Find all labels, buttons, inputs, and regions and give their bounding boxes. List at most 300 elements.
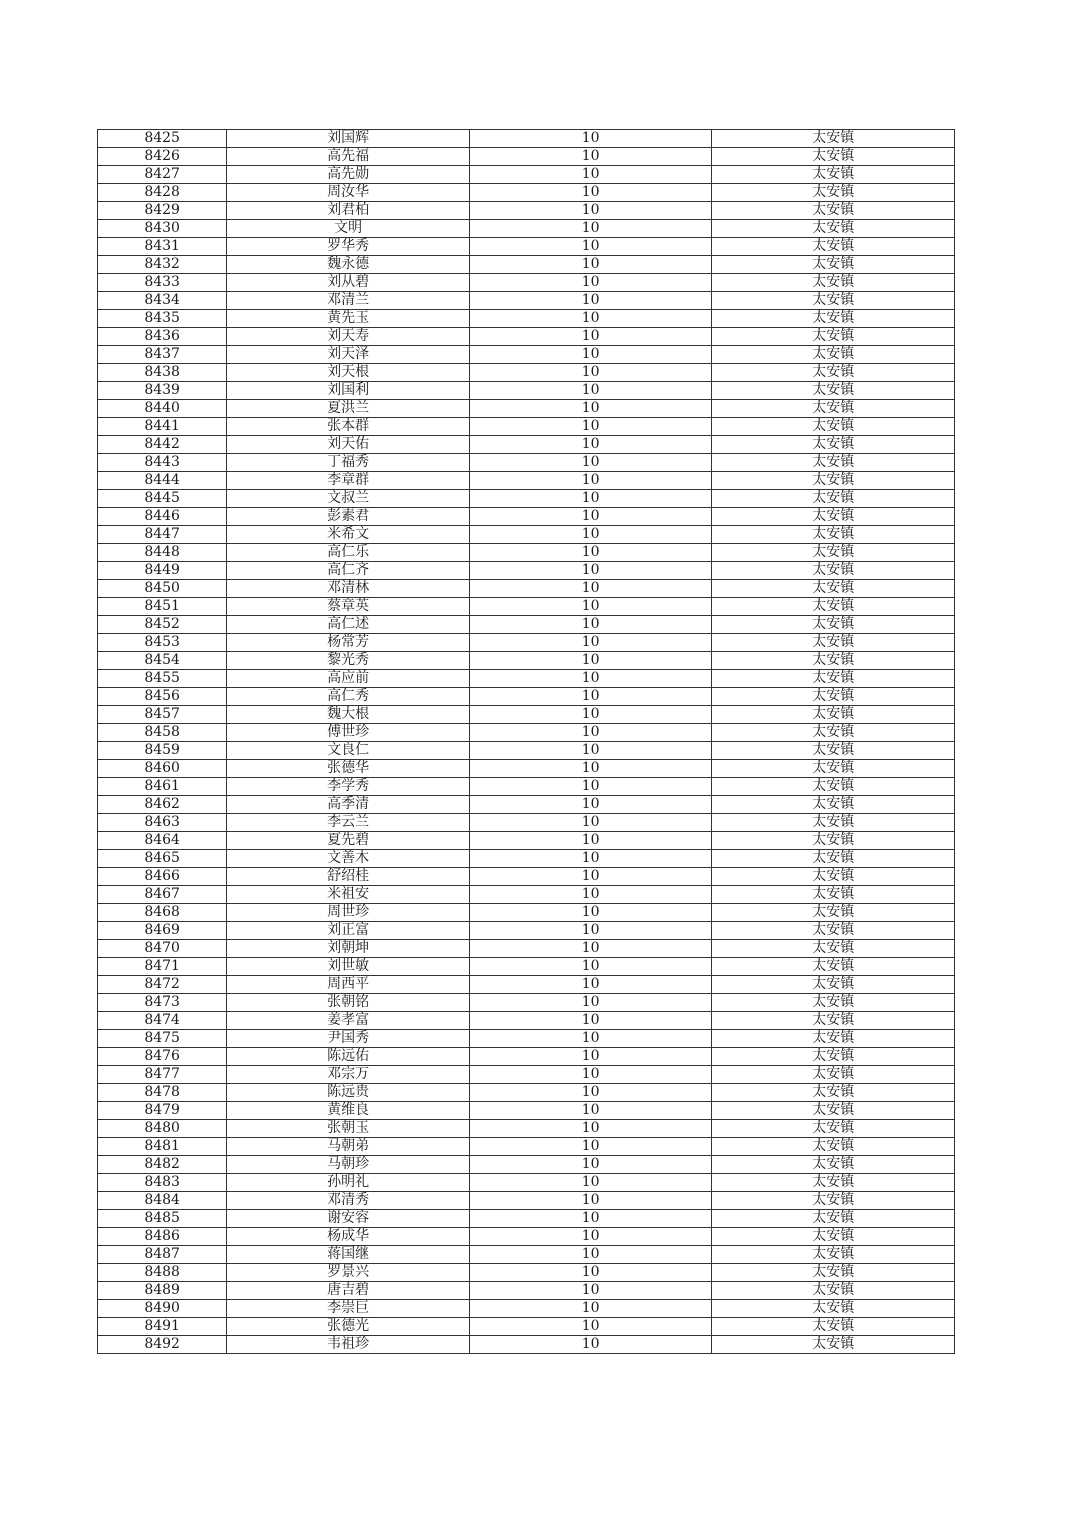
row-town-cell: 太安镇 — [712, 1318, 955, 1336]
table-row — [98, 1318, 955, 1336]
table-row — [98, 706, 955, 724]
row-name-cell: 杨成华 — [227, 1228, 470, 1246]
row-id-cell: 8464 — [98, 832, 227, 850]
table-row — [98, 832, 955, 850]
row-id-cell: 8479 — [98, 1102, 227, 1120]
row-name-cell: 张朝铭 — [227, 994, 470, 1012]
row-id-cell: 8472 — [98, 976, 227, 994]
row-town-cell: 太安镇 — [712, 1282, 955, 1300]
row-id-cell: 8439 — [98, 382, 227, 400]
row-town-cell: 太安镇 — [712, 670, 955, 688]
table-row — [98, 814, 955, 832]
row-name-cell: 刘君柏 — [227, 202, 470, 220]
row-name-cell: 黎光秀 — [227, 652, 470, 670]
row-name-cell: 李章群 — [227, 472, 470, 490]
table-row — [98, 958, 955, 976]
row-name-cell: 杨常芳 — [227, 634, 470, 652]
row-amount-cell: 10 — [469, 1120, 712, 1138]
table-row — [98, 454, 955, 472]
row-amount-cell: 10 — [469, 832, 712, 850]
row-name-cell: 高先勋 — [227, 166, 470, 184]
row-name-cell: 周西平 — [227, 976, 470, 994]
row-amount-cell: 10 — [469, 940, 712, 958]
row-id-cell: 8426 — [98, 148, 227, 166]
row-id-cell: 8435 — [98, 310, 227, 328]
row-town-cell: 太安镇 — [712, 688, 955, 706]
table-row — [98, 742, 955, 760]
row-id-cell: 8456 — [98, 688, 227, 706]
row-name-cell: 高季清 — [227, 796, 470, 814]
row-amount-cell: 10 — [469, 1102, 712, 1120]
row-name-cell: 刘朝坤 — [227, 940, 470, 958]
row-id-cell: 8473 — [98, 994, 227, 1012]
row-amount-cell: 10 — [469, 1012, 712, 1030]
row-town-cell: 太安镇 — [712, 760, 955, 778]
row-id-cell: 8466 — [98, 868, 227, 886]
row-id-cell: 8462 — [98, 796, 227, 814]
table-row — [98, 346, 955, 364]
row-town-cell: 太安镇 — [712, 1300, 955, 1318]
row-amount-cell: 10 — [469, 724, 712, 742]
row-amount-cell: 10 — [469, 292, 712, 310]
row-amount-cell: 10 — [469, 580, 712, 598]
table-row — [98, 418, 955, 436]
row-id-cell: 8490 — [98, 1300, 227, 1318]
row-town-cell: 太安镇 — [712, 868, 955, 886]
row-amount-cell: 10 — [469, 904, 712, 922]
table-row — [98, 238, 955, 256]
table-row — [98, 616, 955, 634]
row-town-cell: 太安镇 — [712, 292, 955, 310]
row-amount-cell: 10 — [469, 130, 712, 148]
row-town-cell: 太安镇 — [712, 436, 955, 454]
row-town-cell: 太安镇 — [712, 796, 955, 814]
table-row — [98, 364, 955, 382]
row-town-cell: 太安镇 — [712, 1066, 955, 1084]
row-id-cell: 8476 — [98, 1048, 227, 1066]
row-id-cell: 8455 — [98, 670, 227, 688]
row-name-cell: 陈远佑 — [227, 1048, 470, 1066]
row-name-cell: 尹国秀 — [227, 1030, 470, 1048]
table-row — [98, 1048, 955, 1066]
subsidy-roster-table — [97, 129, 955, 1354]
row-amount-cell: 10 — [469, 688, 712, 706]
row-name-cell: 罗景兴 — [227, 1264, 470, 1282]
row-id-cell: 8441 — [98, 418, 227, 436]
row-name-cell: 刘国利 — [227, 382, 470, 400]
row-town-cell: 太安镇 — [712, 580, 955, 598]
row-id-cell: 8436 — [98, 328, 227, 346]
table-row — [98, 1282, 955, 1300]
table-row — [98, 310, 955, 328]
row-town-cell: 太安镇 — [712, 1048, 955, 1066]
table-row — [98, 1066, 955, 1084]
row-name-cell: 黄先玉 — [227, 310, 470, 328]
table-row — [98, 1336, 955, 1354]
row-name-cell: 丁福秀 — [227, 454, 470, 472]
row-amount-cell: 10 — [469, 544, 712, 562]
row-name-cell: 马朝珍 — [227, 1156, 470, 1174]
row-name-cell: 米祖安 — [227, 886, 470, 904]
row-id-cell: 8448 — [98, 544, 227, 562]
row-name-cell: 刘天根 — [227, 364, 470, 382]
row-town-cell: 太安镇 — [712, 1012, 955, 1030]
row-town-cell: 太安镇 — [712, 724, 955, 742]
row-id-cell: 8471 — [98, 958, 227, 976]
table-row — [98, 1174, 955, 1192]
row-town-cell: 太安镇 — [712, 778, 955, 796]
row-amount-cell: 10 — [469, 346, 712, 364]
row-id-cell: 8427 — [98, 166, 227, 184]
row-amount-cell: 10 — [469, 400, 712, 418]
row-amount-cell: 10 — [469, 166, 712, 184]
row-town-cell: 太安镇 — [712, 1174, 955, 1192]
row-name-cell: 马朝弟 — [227, 1138, 470, 1156]
row-town-cell: 太安镇 — [712, 544, 955, 562]
row-town-cell: 太安镇 — [712, 652, 955, 670]
row-id-cell: 8428 — [98, 184, 227, 202]
row-id-cell: 8465 — [98, 850, 227, 868]
row-town-cell: 太安镇 — [712, 1156, 955, 1174]
row-id-cell: 8488 — [98, 1264, 227, 1282]
row-town-cell: 太安镇 — [712, 1138, 955, 1156]
row-amount-cell: 10 — [469, 202, 712, 220]
table-row — [98, 256, 955, 274]
row-id-cell: 8489 — [98, 1282, 227, 1300]
row-amount-cell: 10 — [469, 1192, 712, 1210]
row-name-cell: 高仁齐 — [227, 562, 470, 580]
row-id-cell: 8447 — [98, 526, 227, 544]
row-amount-cell: 10 — [469, 1282, 712, 1300]
row-amount-cell: 10 — [469, 328, 712, 346]
row-id-cell: 8430 — [98, 220, 227, 238]
row-name-cell: 高应前 — [227, 670, 470, 688]
row-name-cell: 刘天泽 — [227, 346, 470, 364]
row-name-cell: 李崇巨 — [227, 1300, 470, 1318]
table-row — [98, 580, 955, 598]
row-amount-cell: 10 — [469, 472, 712, 490]
row-id-cell: 8480 — [98, 1120, 227, 1138]
row-town-cell: 太安镇 — [712, 1120, 955, 1138]
row-town-cell: 太安镇 — [712, 382, 955, 400]
table-row — [98, 436, 955, 454]
table-row — [98, 1030, 955, 1048]
row-town-cell: 太安镇 — [712, 1030, 955, 1048]
row-name-cell: 邓清秀 — [227, 1192, 470, 1210]
row-name-cell: 刘正富 — [227, 922, 470, 940]
table-row — [98, 328, 955, 346]
row-amount-cell: 10 — [469, 1174, 712, 1192]
row-id-cell: 8461 — [98, 778, 227, 796]
row-town-cell: 太安镇 — [712, 472, 955, 490]
row-town-cell: 太安镇 — [712, 994, 955, 1012]
table-row — [98, 760, 955, 778]
row-amount-cell: 10 — [469, 760, 712, 778]
row-amount-cell: 10 — [469, 1066, 712, 1084]
row-name-cell: 刘从碧 — [227, 274, 470, 292]
row-amount-cell: 10 — [469, 1246, 712, 1264]
row-name-cell: 夏先碧 — [227, 832, 470, 850]
roster-body — [98, 130, 955, 1354]
table-row — [98, 1228, 955, 1246]
row-id-cell: 8474 — [98, 1012, 227, 1030]
row-town-cell: 太安镇 — [712, 976, 955, 994]
table-row — [98, 922, 955, 940]
row-amount-cell: 10 — [469, 490, 712, 508]
table-row — [98, 850, 955, 868]
table-row — [98, 508, 955, 526]
row-name-cell: 高仁乐 — [227, 544, 470, 562]
row-amount-cell: 10 — [469, 148, 712, 166]
row-amount-cell: 10 — [469, 814, 712, 832]
row-name-cell: 彭素君 — [227, 508, 470, 526]
row-name-cell: 刘天寿 — [227, 328, 470, 346]
row-id-cell: 8478 — [98, 1084, 227, 1102]
row-id-cell: 8431 — [98, 238, 227, 256]
row-amount-cell: 10 — [469, 652, 712, 670]
row-id-cell: 8451 — [98, 598, 227, 616]
row-town-cell: 太安镇 — [712, 490, 955, 508]
row-amount-cell: 10 — [469, 1300, 712, 1318]
table-row — [98, 400, 955, 418]
row-amount-cell: 10 — [469, 184, 712, 202]
table-row — [98, 130, 955, 148]
row-amount-cell: 10 — [469, 274, 712, 292]
row-id-cell: 8463 — [98, 814, 227, 832]
row-name-cell: 魏大根 — [227, 706, 470, 724]
row-town-cell: 太安镇 — [712, 922, 955, 940]
row-amount-cell: 10 — [469, 364, 712, 382]
row-amount-cell: 10 — [469, 1156, 712, 1174]
row-id-cell: 8445 — [98, 490, 227, 508]
row-id-cell: 8437 — [98, 346, 227, 364]
table-row — [98, 148, 955, 166]
row-town-cell: 太安镇 — [712, 598, 955, 616]
row-name-cell: 张本群 — [227, 418, 470, 436]
row-amount-cell: 10 — [469, 634, 712, 652]
row-amount-cell: 10 — [469, 1084, 712, 1102]
row-id-cell: 8432 — [98, 256, 227, 274]
row-name-cell: 张朝玉 — [227, 1120, 470, 1138]
row-town-cell: 太安镇 — [712, 256, 955, 274]
row-town-cell: 太安镇 — [712, 1084, 955, 1102]
table-row — [98, 472, 955, 490]
row-town-cell: 太安镇 — [712, 562, 955, 580]
table-row — [98, 1246, 955, 1264]
row-town-cell: 太安镇 — [712, 634, 955, 652]
row-name-cell: 刘世敏 — [227, 958, 470, 976]
row-town-cell: 太安镇 — [712, 130, 955, 148]
row-amount-cell: 10 — [469, 958, 712, 976]
row-id-cell: 8487 — [98, 1246, 227, 1264]
row-name-cell: 高仁秀 — [227, 688, 470, 706]
row-town-cell: 太安镇 — [712, 274, 955, 292]
row-id-cell: 8440 — [98, 400, 227, 418]
row-amount-cell: 10 — [469, 670, 712, 688]
table-row — [98, 220, 955, 238]
row-town-cell: 太安镇 — [712, 832, 955, 850]
row-name-cell: 文叔兰 — [227, 490, 470, 508]
row-town-cell: 太安镇 — [712, 418, 955, 436]
row-name-cell: 邓宗万 — [227, 1066, 470, 1084]
row-id-cell: 8443 — [98, 454, 227, 472]
row-town-cell: 太安镇 — [712, 706, 955, 724]
row-name-cell: 孙明礼 — [227, 1174, 470, 1192]
row-id-cell: 8454 — [98, 652, 227, 670]
row-town-cell: 太安镇 — [712, 850, 955, 868]
table-row — [98, 292, 955, 310]
row-town-cell: 太安镇 — [712, 148, 955, 166]
row-amount-cell: 10 — [469, 868, 712, 886]
row-name-cell: 魏永德 — [227, 256, 470, 274]
row-amount-cell: 10 — [469, 616, 712, 634]
row-town-cell: 太安镇 — [712, 310, 955, 328]
table-row — [98, 1084, 955, 1102]
row-id-cell: 8459 — [98, 742, 227, 760]
row-town-cell: 太安镇 — [712, 814, 955, 832]
row-name-cell: 米希文 — [227, 526, 470, 544]
table-row — [98, 904, 955, 922]
row-town-cell: 太安镇 — [712, 184, 955, 202]
row-id-cell: 8442 — [98, 436, 227, 454]
row-town-cell: 太安镇 — [712, 940, 955, 958]
row-name-cell: 文善木 — [227, 850, 470, 868]
table-row — [98, 1210, 955, 1228]
row-town-cell: 太安镇 — [712, 166, 955, 184]
row-town-cell: 太安镇 — [712, 616, 955, 634]
row-amount-cell: 10 — [469, 1030, 712, 1048]
row-town-cell: 太安镇 — [712, 508, 955, 526]
row-id-cell: 8484 — [98, 1192, 227, 1210]
row-town-cell: 太安镇 — [712, 346, 955, 364]
row-id-cell: 8469 — [98, 922, 227, 940]
row-town-cell: 太安镇 — [712, 220, 955, 238]
table-row — [98, 526, 955, 544]
row-town-cell: 太安镇 — [712, 958, 955, 976]
row-id-cell: 8450 — [98, 580, 227, 598]
row-id-cell: 8467 — [98, 886, 227, 904]
row-amount-cell: 10 — [469, 598, 712, 616]
row-id-cell: 8458 — [98, 724, 227, 742]
table-row — [98, 634, 955, 652]
row-amount-cell: 10 — [469, 1264, 712, 1282]
row-town-cell: 太安镇 — [712, 1336, 955, 1354]
row-amount-cell: 10 — [469, 994, 712, 1012]
table-row — [98, 202, 955, 220]
table-row — [98, 1012, 955, 1030]
row-id-cell: 8482 — [98, 1156, 227, 1174]
row-id-cell: 8470 — [98, 940, 227, 958]
row-name-cell: 张德光 — [227, 1318, 470, 1336]
row-amount-cell: 10 — [469, 706, 712, 724]
row-id-cell: 8468 — [98, 904, 227, 922]
row-id-cell: 8477 — [98, 1066, 227, 1084]
row-id-cell: 8452 — [98, 616, 227, 634]
row-name-cell: 文良仁 — [227, 742, 470, 760]
row-amount-cell: 10 — [469, 436, 712, 454]
row-name-cell: 刘国辉 — [227, 130, 470, 148]
table-row — [98, 796, 955, 814]
row-name-cell: 邓清兰 — [227, 292, 470, 310]
row-amount-cell: 10 — [469, 850, 712, 868]
row-name-cell: 刘天佑 — [227, 436, 470, 454]
row-amount-cell: 10 — [469, 1228, 712, 1246]
row-id-cell: 8449 — [98, 562, 227, 580]
row-name-cell: 罗华秀 — [227, 238, 470, 256]
row-amount-cell: 10 — [469, 256, 712, 274]
table-row — [98, 490, 955, 508]
row-amount-cell: 10 — [469, 418, 712, 436]
table-row — [98, 724, 955, 742]
row-name-cell: 唐吉碧 — [227, 1282, 470, 1300]
row-id-cell: 8481 — [98, 1138, 227, 1156]
row-amount-cell: 10 — [469, 508, 712, 526]
row-id-cell: 8475 — [98, 1030, 227, 1048]
table-row — [98, 868, 955, 886]
row-id-cell: 8485 — [98, 1210, 227, 1228]
row-town-cell: 太安镇 — [712, 364, 955, 382]
row-amount-cell: 10 — [469, 922, 712, 940]
row-name-cell: 周世珍 — [227, 904, 470, 922]
row-name-cell: 李云兰 — [227, 814, 470, 832]
table-row — [98, 1120, 955, 1138]
row-town-cell: 太安镇 — [712, 1228, 955, 1246]
row-town-cell: 太安镇 — [712, 400, 955, 418]
row-name-cell: 姜孝富 — [227, 1012, 470, 1030]
row-amount-cell: 10 — [469, 310, 712, 328]
table-row — [98, 1156, 955, 1174]
row-amount-cell: 10 — [469, 220, 712, 238]
row-amount-cell: 10 — [469, 562, 712, 580]
row-id-cell: 8444 — [98, 472, 227, 490]
table-row — [98, 274, 955, 292]
row-id-cell: 8460 — [98, 760, 227, 778]
row-id-cell: 8434 — [98, 292, 227, 310]
row-id-cell: 8457 — [98, 706, 227, 724]
row-amount-cell: 10 — [469, 796, 712, 814]
row-id-cell: 8483 — [98, 1174, 227, 1192]
row-amount-cell: 10 — [469, 1318, 712, 1336]
table-row — [98, 1138, 955, 1156]
row-amount-cell: 10 — [469, 976, 712, 994]
row-town-cell: 太安镇 — [712, 328, 955, 346]
row-town-cell: 太安镇 — [712, 1246, 955, 1264]
row-town-cell: 太安镇 — [712, 886, 955, 904]
row-amount-cell: 10 — [469, 1048, 712, 1066]
table-row — [98, 382, 955, 400]
table-row — [98, 544, 955, 562]
row-name-cell: 文明 — [227, 220, 470, 238]
row-town-cell: 太安镇 — [712, 1102, 955, 1120]
table-row — [98, 1192, 955, 1210]
row-name-cell: 黄维良 — [227, 1102, 470, 1120]
row-amount-cell: 10 — [469, 778, 712, 796]
row-amount-cell: 10 — [469, 1336, 712, 1354]
row-name-cell: 夏洪兰 — [227, 400, 470, 418]
table-row — [98, 940, 955, 958]
table-row — [98, 652, 955, 670]
table-row — [98, 1264, 955, 1282]
row-town-cell: 太安镇 — [712, 526, 955, 544]
row-amount-cell: 10 — [469, 382, 712, 400]
table-row — [98, 184, 955, 202]
table-row — [98, 670, 955, 688]
row-amount-cell: 10 — [469, 526, 712, 544]
row-id-cell: 8491 — [98, 1318, 227, 1336]
row-name-cell: 傅世珍 — [227, 724, 470, 742]
row-amount-cell: 10 — [469, 1138, 712, 1156]
row-name-cell: 谢安容 — [227, 1210, 470, 1228]
